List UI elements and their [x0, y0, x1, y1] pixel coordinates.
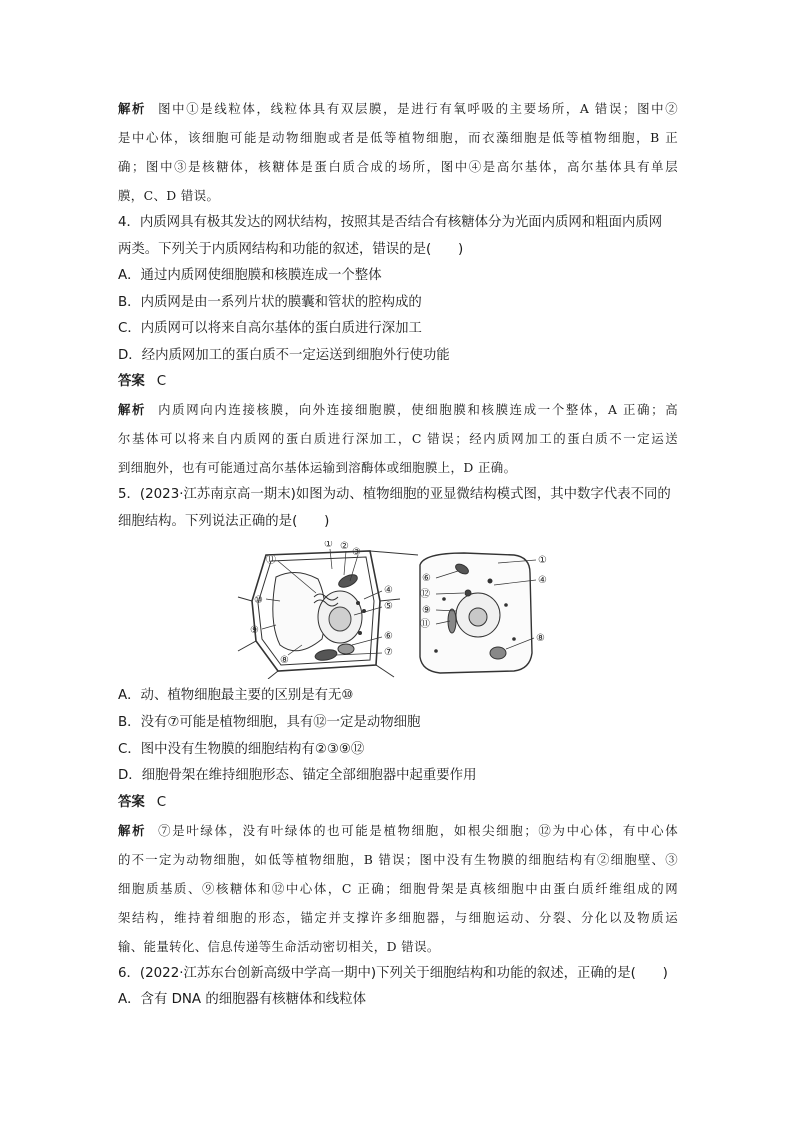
animal-label: ⑥ — [422, 573, 431, 585]
option-a: A．含有 DNA 的细胞器有核糖体和线粒体 — [118, 992, 367, 1008]
answer-value: C — [156, 794, 167, 810]
explanation-line: 尔基体可以将来自内质网的蛋白质进行深加工，C 错误；经内质网加工的蛋白质不一定运送 — [118, 431, 678, 447]
plant-label: ③ — [352, 547, 361, 559]
answer-value: C — [156, 374, 167, 390]
answer-line — [118, 369, 678, 395]
question-4 — [118, 210, 678, 482]
option-d: D．经内质网加工的蛋白质不一定运送到细胞外行使功能 — [118, 347, 450, 363]
explanation-line: 解析 ⑦是叶绿体，没有叶绿体的也可能是植物细胞，如根尖细胞；⑫为中心体，有中心体 — [118, 822, 678, 838]
option-c: C．内质网可以将来自高尔基体的蛋白质进行深加工 — [118, 321, 422, 337]
option-a: A．通过内质网使细胞膜和核膜连成一个整体 — [118, 268, 382, 283]
explanation-line: 膜，C、D 错误。 — [118, 188, 220, 203]
animal-cell-diagram — [420, 553, 532, 673]
option-c: C．图中没有生物膜的细胞结构有②③⑨⑫ — [118, 741, 365, 757]
plant-label: ① — [324, 541, 333, 551]
question-5 — [118, 482, 678, 960]
question-6 — [118, 961, 678, 1014]
explanation-line: 解析 内质网向内连接核膜，向外连接细胞膜，使细胞膜和核膜连成一个整体，A 正确；高 — [118, 402, 678, 418]
animal-label: ⑪ — [420, 619, 430, 631]
plant-cell-diagram — [238, 551, 418, 679]
question-stem: 4．内质网具有极其发达的网状结构，按照其是否结合有核糖体分为光面内质网和粗面内质网 — [118, 215, 663, 230]
question-stem: 6．(2022·江苏东台创新高级中学高一期中)下列关于细胞结构和功能的叙述，正确的是( ) — [118, 965, 668, 981]
explanation-line: 架结构，维持着细胞的形态，锚定并支撑许多细胞器，与细胞运动、分裂、分化以及物质运 — [118, 909, 678, 925]
option-b: B．内质网是由一系列片状的膜囊和管状的腔构成的 — [118, 294, 422, 310]
plant-label: ⑥ — [384, 631, 393, 643]
animal-label: ① — [538, 555, 547, 567]
plant-label: ⑨ — [250, 625, 259, 637]
animal-label: ④ — [538, 575, 547, 587]
answer-line — [118, 790, 678, 816]
question-stem: 两类。下列关于内质网结构和功能的叙述，错误的是( ) — [118, 241, 464, 257]
answer-label: 答案 — [118, 374, 145, 390]
explanation-label: 解析 — [118, 101, 147, 116]
explanation-label: 解析 — [118, 402, 147, 418]
explanation-line: 解析 图中①是线粒体，线粒体具有双层膜，是进行有氧呼吸的主要场所，A 错误；图中② — [118, 101, 678, 116]
option-d: D．细胞骨架在维持细胞形态、锚定全部细胞器中起重要作用 — [118, 768, 477, 784]
question-stem: 细胞结构。下列说法正确的是( ) — [118, 513, 330, 529]
explanation-label: 解析 — [118, 822, 147, 838]
plant-label: ⑤ — [384, 601, 393, 613]
cell-diagram-svg — [118, 541, 678, 679]
option-b: B．没有⑦可能是植物细胞，具有⑫一定是动物细胞 — [118, 714, 421, 730]
animal-label: ⑧ — [536, 633, 545, 645]
explanation-line: 的不一定为动物细胞，如低等植物细胞，B 错误；图中没有生物膜的细胞结构有②细胞壁、③ — [118, 851, 678, 867]
animal-label: ⑨ — [422, 605, 431, 617]
plant-label: ② — [340, 541, 349, 553]
plant-label: ⑧ — [280, 655, 289, 667]
animal-label: ⑫ — [420, 589, 430, 601]
explanation-line: 到细胞外，也有可能通过高尔基体运输到溶酶体或细胞膜上，D 正确。 — [118, 460, 517, 476]
explanation-line: 输、能量转化、信息传递等生命活动密切相关，D 错误。 — [118, 938, 440, 954]
plant-label: ⑩ — [254, 595, 263, 607]
explanation-line: 是中心体，该细胞可能是动物细胞或者是低等植物细胞，而衣藻细胞是低等植物细胞，B 正 — [118, 130, 678, 145]
explanation-line: 确；图中③是核糖体，核糖体是蛋白质合成的场所，图中④是高尔基体，高尔基体具有单层 — [118, 159, 678, 174]
page-content — [118, 94, 678, 1014]
option-a: A．动、植物细胞最主要的区别是有无⑩ — [118, 688, 354, 704]
plant-label: ④ — [384, 585, 393, 597]
answer-label: 答案 — [118, 794, 145, 810]
plant-label: ⑪ — [266, 555, 276, 567]
plant-label: ⑦ — [384, 647, 393, 659]
explanation-line: 细胞质基质、⑨核糖体和⑫中心体，C 正确；细胞骨架是真核细胞中由蛋白质纤维组成的网 — [118, 880, 678, 896]
q3-explanation — [118, 94, 678, 210]
cell-diagram-figure — [118, 541, 678, 679]
question-stem: 5．(2023·江苏南京高一期末)如图为动、植物细胞的亚显微结构模式图，其中数字代表不同的 — [118, 487, 671, 503]
